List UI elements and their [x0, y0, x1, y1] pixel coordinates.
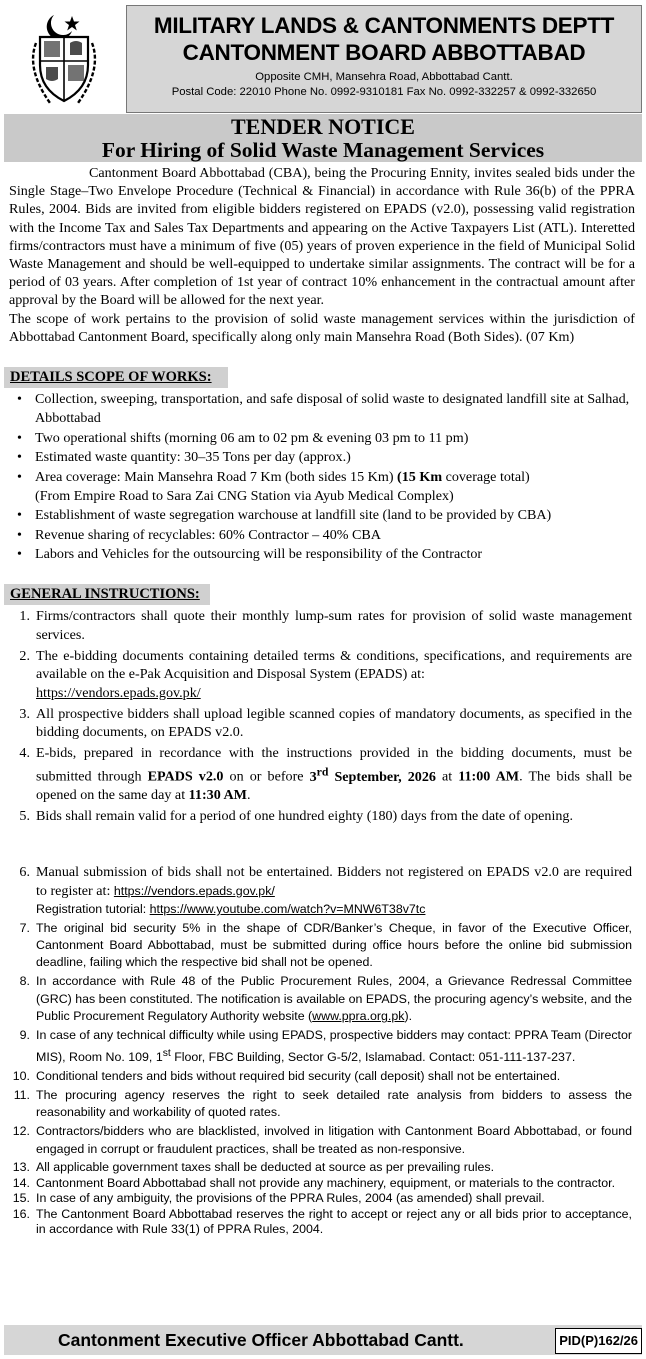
bullet-icon: •: [17, 526, 22, 543]
instruction-item: 7. The original bid security 5% in the shape of CDR/Banker’s Cheque, in favor of the Executive Officer, Cantonment Board Abbottabad, must be submitted during office hours before the online bid submission deadline, failing which the respective bid shall not be opened.: [19, 920, 632, 970]
scope-item: • Revenue sharing of recyclables: 60% Contractor – 40% CBA: [4, 526, 634, 545]
instruction-item: 8. In accordance with Rule 48 of the Public Procurement Rules, 2004, a Grievance Redressal Committee (GRC) has been constituted. The notification is available on EPADS, the procuring agency’s website, and the Public Procurement Regulatory Authority website (www.ppra.org.pk).: [19, 974, 632, 1024]
signatory: Cantonment Executive Officer Abbottabad Cantt.: [58, 1330, 464, 1350]
scope-item: • Labors and Vehicles for the outsourcing will be responsibility of the Contractor: [4, 545, 634, 564]
pid-badge: PID(P)162/26: [555, 1328, 642, 1354]
board-name: CANTONMENT BOARD ABBOTTABAD: [182, 40, 586, 65]
department-name: MILITARY LANDS & CANTONMENTS DEPTT: [153, 13, 615, 38]
footer-bar: [4, 1325, 642, 1355]
scope-item: • Two operational shifts (morning 06 am to 02 pm & evening 03 pm to 11 pm): [4, 429, 634, 448]
letterhead-box: [126, 5, 642, 113]
epads-link[interactable]: https://vendors.epads.gov.pk/: [36, 684, 201, 701]
scope-item: • Estimated waste quantity: 30–35 Tons per day (approx.): [4, 448, 634, 467]
instruction-item: 3. All prospective bidders shall upload legible scanned copies of mandatory documents, as specified in the bidding documents, on EPADS v2.0.: [19, 705, 632, 741]
bullet-icon: •: [17, 507, 22, 524]
intro-text: [9, 164, 635, 346]
instruction-item: 10. Conditional tenders and bids without required bid security (call deposit) shall not be entertained.: [12, 1068, 561, 1083]
tender-banner: [4, 114, 642, 162]
notice-title: TENDER NOTICE: [231, 114, 415, 139]
cantonment-board-emblem-icon: [6, 9, 122, 109]
registration-tutorial-link[interactable]: https://www.youtube.com/watch?v=MNW6T38v7tc: [149, 902, 426, 917]
instruction-item: 6. Manual submission of bids shall not be entertained. Bidders not registered on EPADS v2.0 are required to register at: https://vendors.epads.gov.pk/ Registration tutorial: https://www.youtube.com/watch?v=MNW6T38v7tc: [19, 864, 632, 917]
bullet-icon: •: [17, 546, 22, 563]
instruction-item: 2. The e-bidding documents containing detailed terms & conditions, specifications, and requirements are available on the e-Pak Acquisition and Disposal System (EPADS) at: https://vendors.epads.gov.pk/: [19, 647, 632, 701]
intro-paragraph-1: Cantonment Board Abbottabad (CBA), being the Procuring Ennity, invites sealed bids under the Single Stage–Two Envelope Procedure (Technical & Financial) in accordance with Rule 36(b) of the PPRA Rules, 2004. Bids are invited from eligible bidders registered on EPADS (v2.0), possessing valid registration with the Income Tax and Sales Tax Departments and appearing on the Active Taxpayers List (ATL). Interetted firms/contractors must have a minimum of five (05) years of proven experience in the field of Municipal Solid Waste Management and should be well-equipped to undertake similar assignments. The contract will be for a period of 03 years. After completion of 1st year of contract 10% enhancement in the contractual amount after approval by the Board will be allowed for the next year.: [9, 165, 635, 309]
bullet-icon: •: [17, 468, 22, 485]
scope-list: [4, 390, 634, 565]
scope-item: • Establishment of waste segregation warchouse at landfill site (land to be provided by CBA): [4, 506, 634, 525]
bullet-icon: •: [17, 391, 22, 407]
scope-item: • Area coverage: Main Mansehra Road 7 Km (both sides 15 Km) (15 Km coverage total) (From Empire Road to Sara Zai CNG Station via Ayub Medical Complex): [17, 468, 530, 505]
instruction-item: 5. Bids shall remain valid for a period of one hundred eighty (180) days from the date of opening.: [19, 808, 573, 825]
notice-subtitle: For Hiring of Solid Waste Management Services: [101, 138, 545, 162]
instruction-item: 12. Contractors/bidders who are blacklisted, involved in litigation with Cantonment Board Abbottabad, or found engaged in corrupt or fraudulent practices, shall be treated as non-responsive.: [12, 1124, 632, 1156]
instruction-item: 13. All applicable government taxes shall be deducted at source as per prevailing rules.: [12, 1159, 495, 1174]
bullet-icon: •: [17, 429, 22, 446]
instructions-list-sans: [4, 863, 632, 1238]
instructions-heading: GENERAL INSTRUCTIONS:: [4, 584, 210, 605]
bullet-icon: •: [17, 449, 22, 466]
instruction-item: 15. In case of any ambiguity, the provisions of the PPRA Rules, 2004 (as amended) shall prevail.: [12, 1191, 545, 1206]
instruction-item: 11. The procuring agency reserves the right to seek detailed rate analysis from bidders to assess the reasonability and workability of quoted rates.: [13, 1087, 632, 1120]
instruction-item: 1. Firms/contractors shall quote their monthly lump-sum rates for provision of solid waste management services.: [19, 608, 632, 643]
office-address: Opposite CMH, Mansehra Road, Abbottabad Cantt.: [255, 71, 513, 83]
instruction-item: 14. Cantonment Board Abbottabad shall not provide any machinery, equipment, or materials to the contractor.: [12, 1175, 616, 1190]
scope-heading: DETAILS SCOPE OF WORKS:: [4, 367, 228, 388]
scope-item: • Collection, sweeping, transportation, and safe disposal of solid waste to designated landfill site at Salhad, Abbottabad: [17, 391, 630, 427]
intro-paragraph-2: The scope of work pertains to the provision of solid waste management services within the jurisdiction of Abbottabad Cantonment Board, specifically along only main Mansehra Road (Both Sides). (07 Km): [9, 310, 635, 345]
instruction-item: 9. In case of any technical difficulty while using EPADS, prospective bidders may contact: PPRA Team (Director MIS), Room No. 109, 1st Floor, FBC Building, Sector G-5/2, Islamabad. Contact: 051-111-137-237.: [19, 1028, 632, 1064]
instruction-item: 4. E-bids, prepared in recordance with the instructions provided in the bidding documents, must be submitted through EPADS v2.0 on or before 3rd September, 2026 at 11:00 AM. The bids shall be opened on the same day at 11:30 AM.: [19, 745, 632, 804]
ppra-link[interactable]: www.ppra.org.pk: [312, 1009, 405, 1024]
instructions-list-serif: [4, 607, 632, 828]
contact-details: Postal Code: 22010 Phone No. 0992-9310181 Fax No. 0992-332257 & 0992-332650: [171, 86, 597, 98]
letterhead: [4, 5, 642, 113]
epads-register-link[interactable]: https://vendors.epads.gov.pk/: [113, 883, 275, 898]
instruction-item: 16. The Cantonment Board Abbottabad reserves the right to accept or reject any or all bids prior to acceptance, in accordance with Rule 33(1) of PPRA Rules, 2004.: [12, 1207, 632, 1237]
